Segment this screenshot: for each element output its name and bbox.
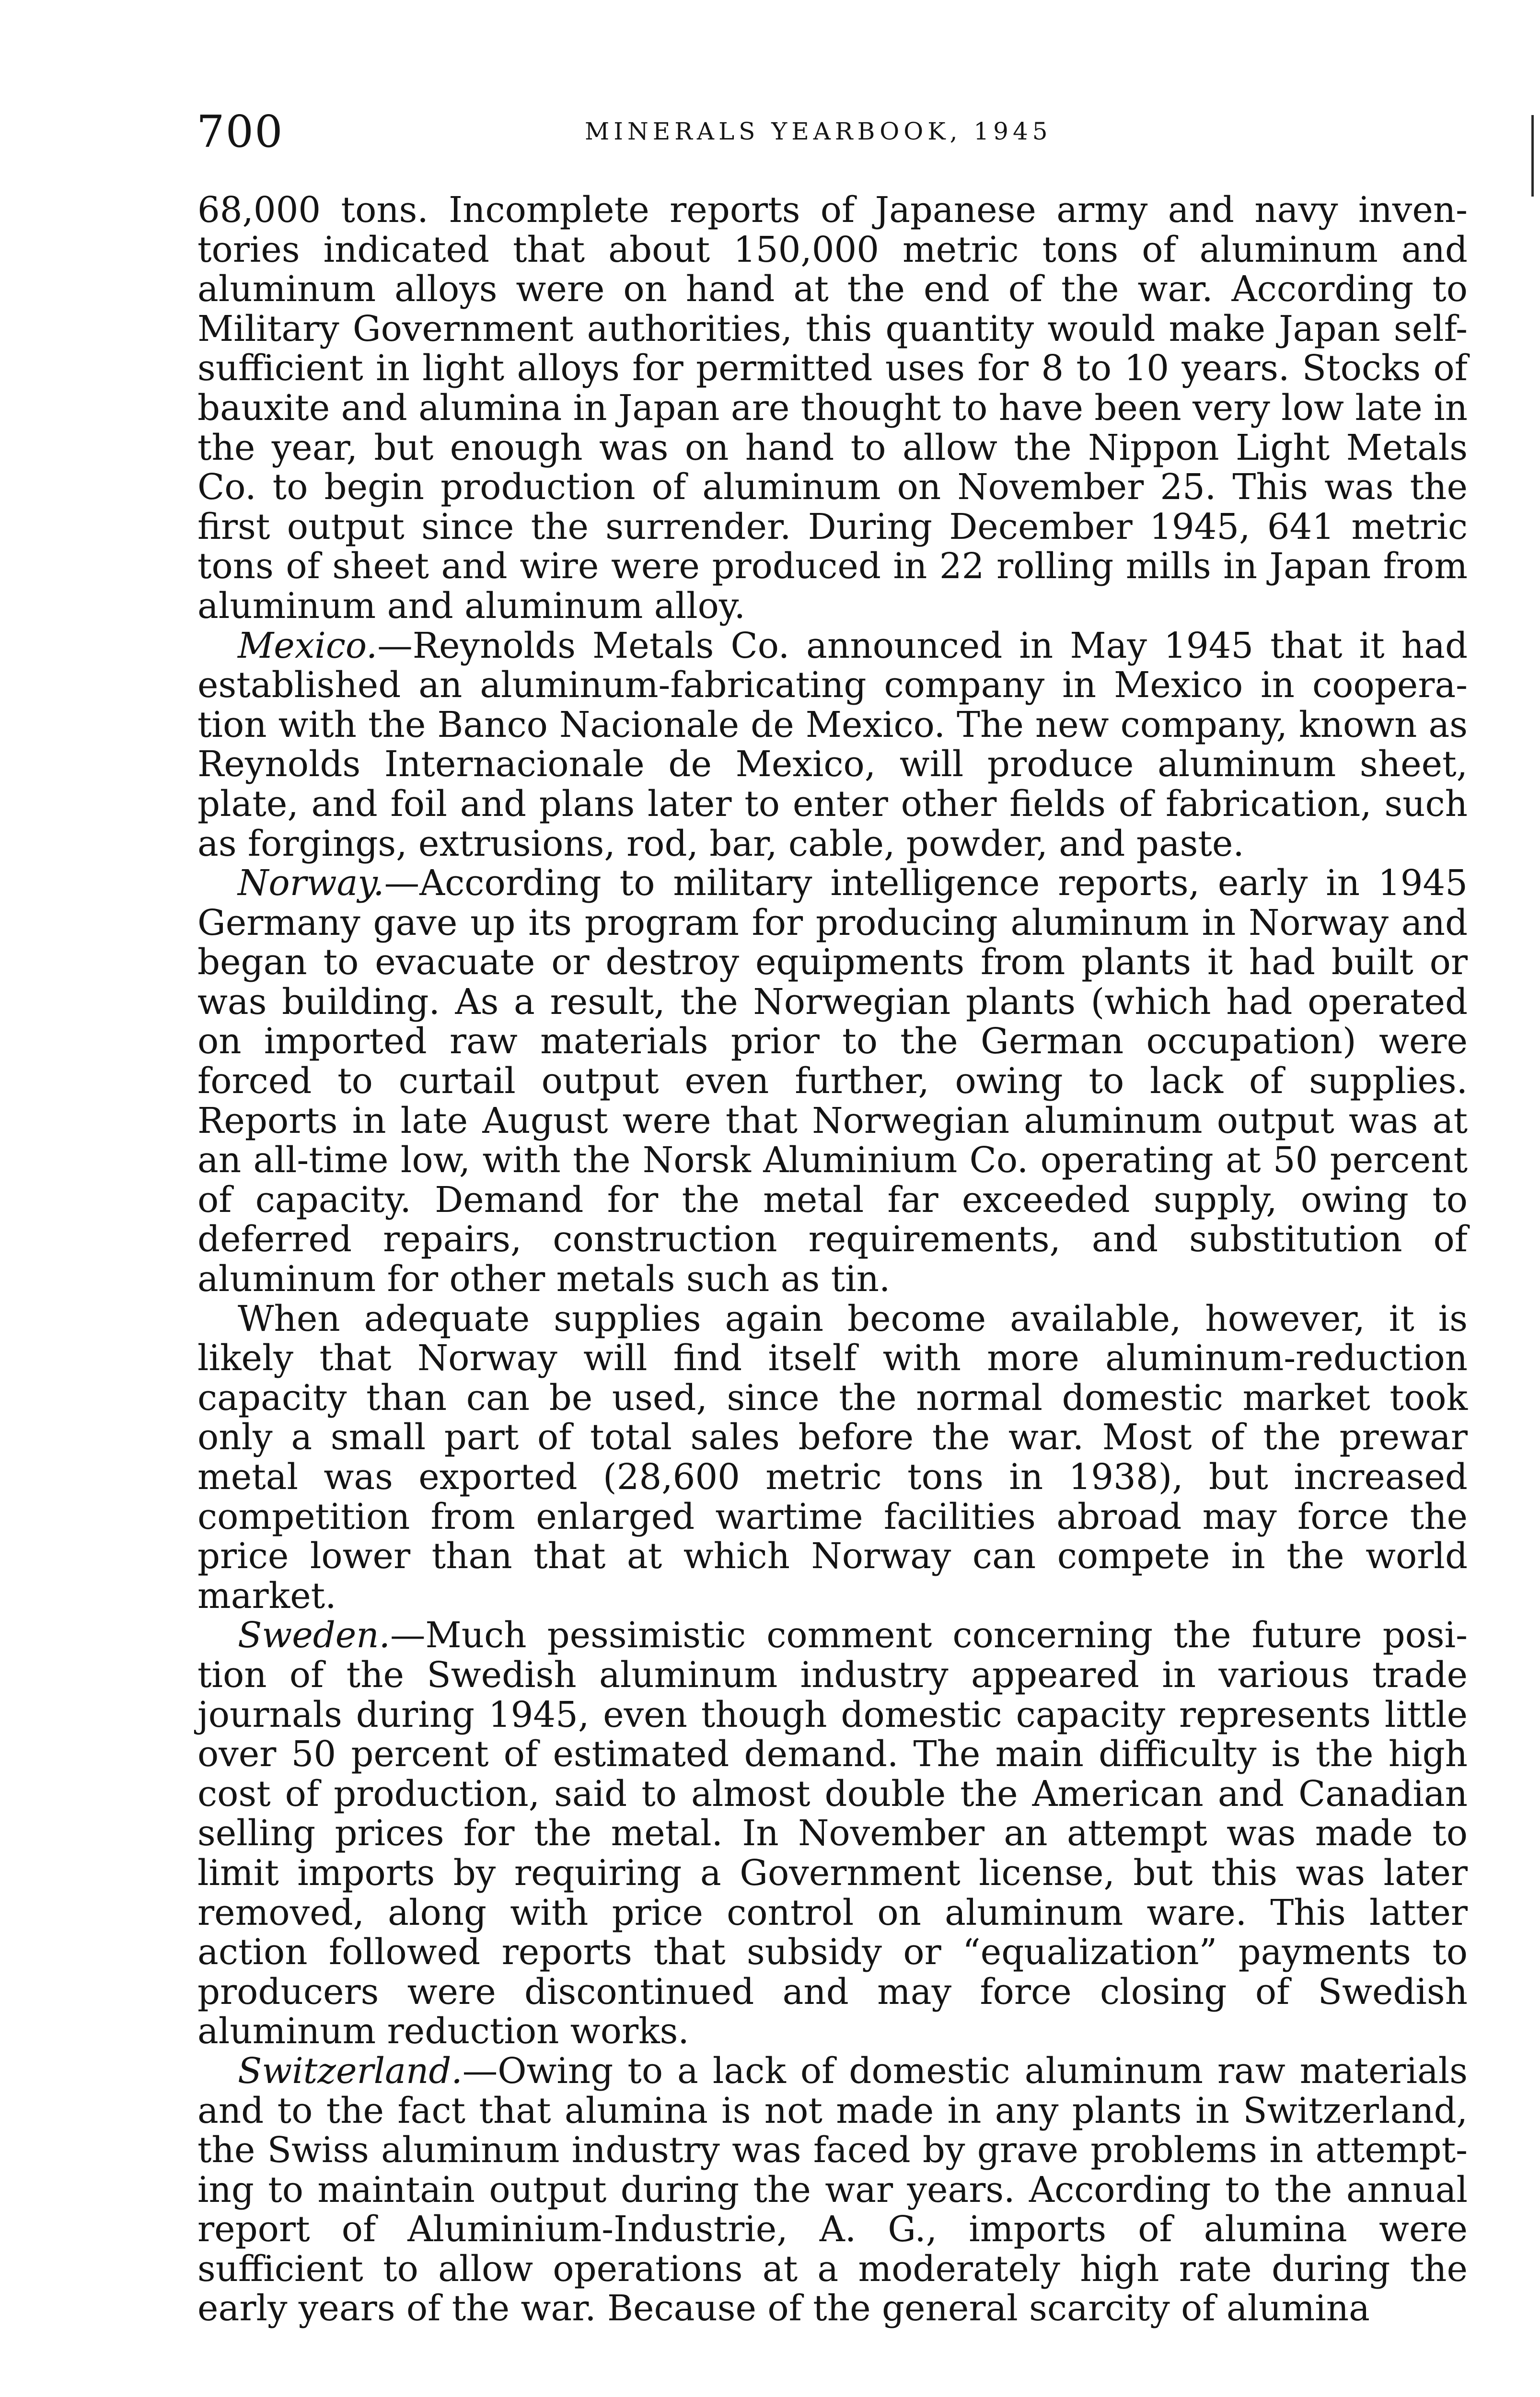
paragraph-text: —According to military intelligence reports, early in 1945 Germany gave up its program for producing aluminum in Norway and began to evacuate or destroy equipments from plants it had built or was building. As a result, the Norwegian plants (which had operated on imported raw materials prior to the German occupation) were forced to curtail output even further, owing to lack of supplies. Reports in late August were that Norwegian aluminum output was at an all-time low, with the Norsk Aluminium Co. operating at 50 percent of capacity. Demand for the metal far exceeded supply, owing to deferred repairs, construction requirements, and substitution of aluminum for other metals such as tin.	[197, 863, 1468, 1300]
paragraph-switzerland	[197, 2052, 1468, 2329]
page-edge-rule	[1531, 115, 1534, 197]
section-lead-in: Switzerland.	[238, 2050, 463, 2092]
paragraph-norway-outlook	[197, 1300, 1468, 1617]
paragraph-text: 68,000 tons. Incomplete reports of Japanese army and navy inventories indicated that about 150,000 metric tons of aluminum and aluminum alloys were on hand at the end of the war. According to Military Government authorities, this quantity would make Japan self-sufficient in light alloys for permitted uses for 8 to 10 years. Stocks of bauxite and alumina in Japan are thought to have been very low late in the year, but enough was on hand to allow the Nippon Light Metals Co. to begin production of aluminum on November 25. This was the first output since the surrender. During December 1945, 641 metric tons of sheet and wire were produced in 22 rolling mills in Japan from aluminum and aluminum alloy.	[197, 190, 1468, 627]
paragraph-text: —Owing to a lack of domestic aluminum raw materials and to the fact that alumina is not made in any plants in Switzerland, the Swiss aluminum industry was faced by grave problems in attempting to maintain output during the war years. According to the annual report of Aluminium-Industrie, A. G., imports of alumina were sufficient to allow operations at a moderately high rate during the early years of the war. Because of the general scarcity of alumina	[197, 2050, 1468, 2329]
paragraph-text: When adequate supplies again become available, however, it is likely that Norway will find itself with more aluminum-reduction capacity than can be used, since the normal domestic market took only a small part of total sales before the war. Most of the prewar metal was exported (28,600 metric tons in 1938), but increased competition from enlarged wartime facilities abroad may force the price lower than that at which Norway can compete in the world market.	[197, 1298, 1468, 1617]
paragraph-text: —Reynolds Metals Co. announced in May 1945 that it had established an aluminum-fabricating company in Mexico in cooperation with the Banco Nacionale de Mexico. The new company, known as Reynolds Internacionale de Mexico, will produce aluminum sheet, plate, and foil and plans later to enter other fields of fabrication, such as forgings, extrusions, rod, bar, cable, powder, and paste.	[197, 625, 1468, 864]
paragraph-japan-continued	[197, 191, 1468, 627]
page-number: 700	[197, 106, 284, 157]
section-lead-in: Mexico.	[238, 625, 378, 666]
section-lead-in: Sweden.	[238, 1615, 391, 1656]
paragraph-norway	[197, 864, 1468, 1300]
paragraph-mexico	[197, 627, 1468, 864]
paragraph-sweden	[197, 1616, 1468, 2052]
body-text	[197, 191, 1468, 2329]
running-title: MINERALS YEARBOOK, 1945	[585, 117, 1052, 145]
paragraph-text: —Much pessimistic comment concerning the future position of the Swedish aluminum industry appeared in various trade journals during 1945, even though domestic capacity represents little over 50 percent of estimated demand. The main difficulty is the high cost of production, said to almost double the American and Canadian selling prices for the metal. In November an attempt was made to limit imports by requiring a Government license, but this was later removed, along with price control on aluminum ware. This latter action followed reports that subsidy or “equalization” payments to producers were discontinued and may force closing of Swedish aluminum reduction works.	[197, 1615, 1468, 2052]
running-head	[192, 105, 1462, 158]
section-lead-in: Norway.	[238, 863, 384, 904]
